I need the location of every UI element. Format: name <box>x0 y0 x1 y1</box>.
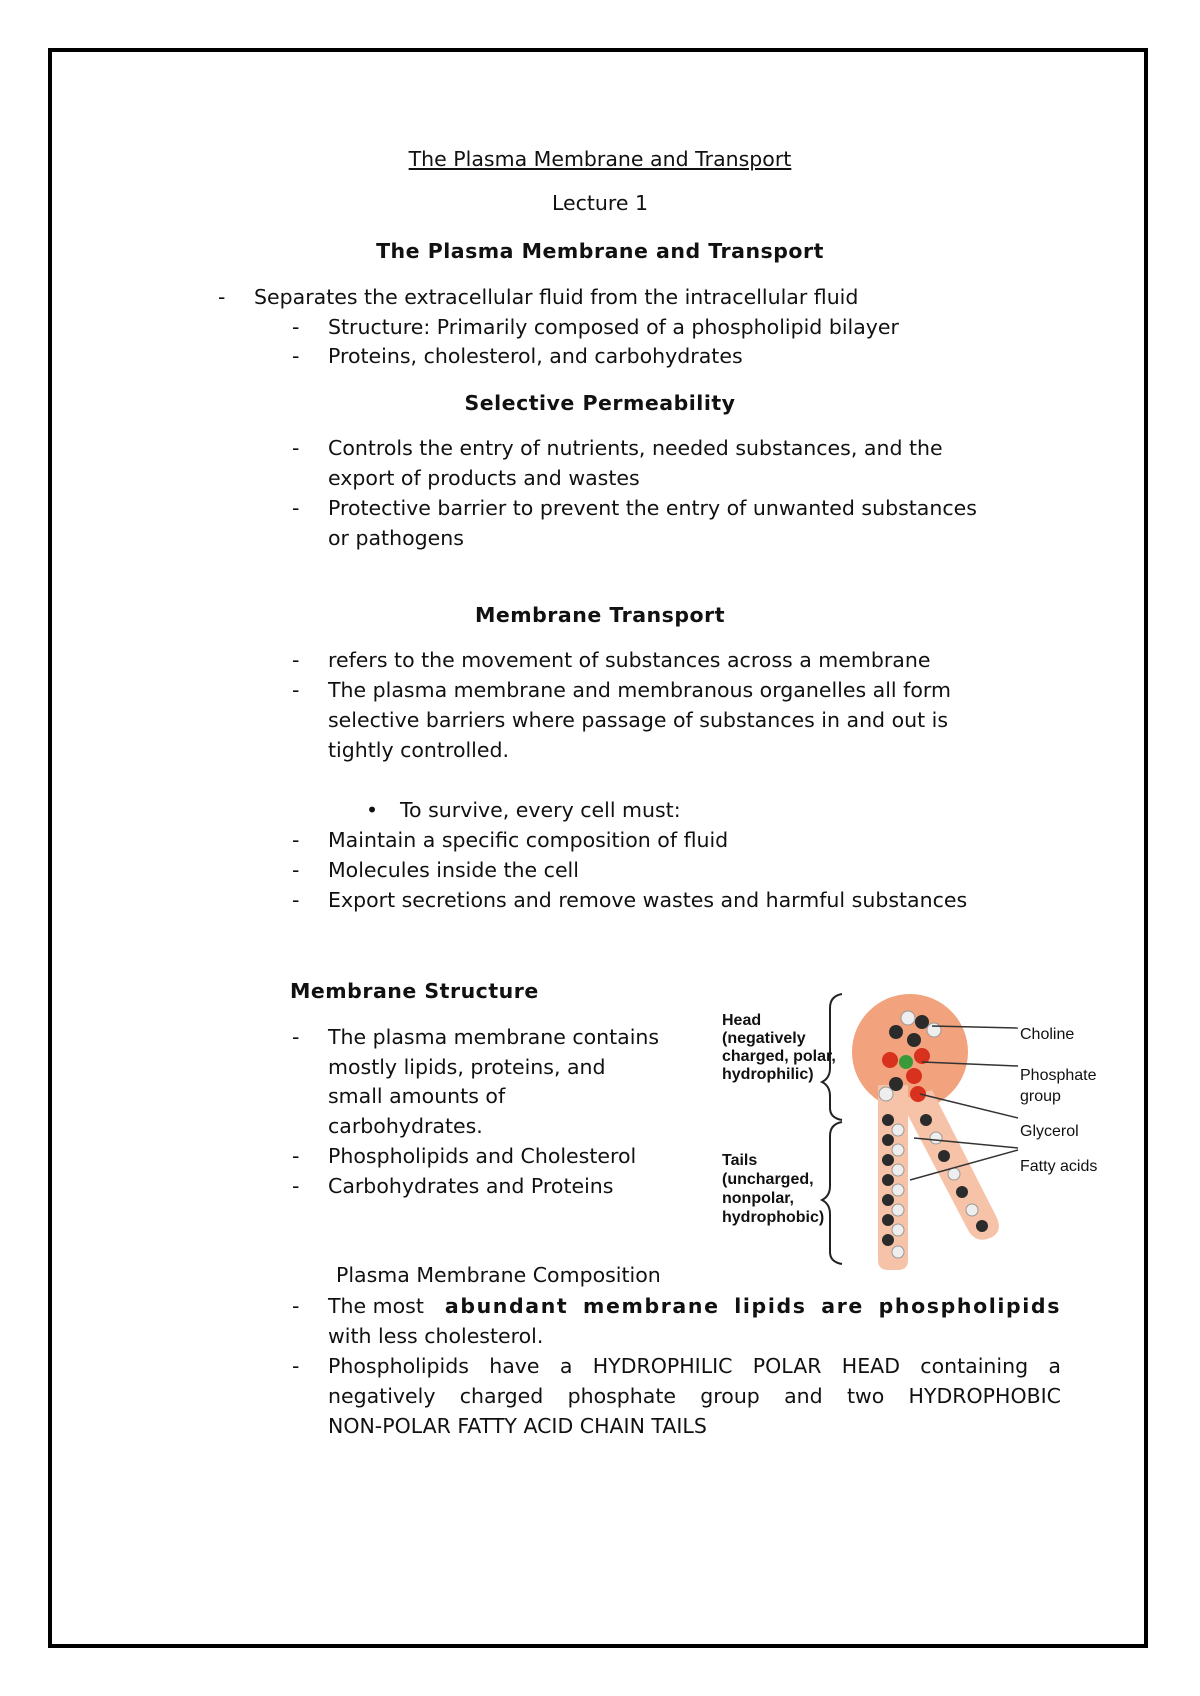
survive-item: Export secretions and remove wastes and harmful substances <box>328 888 968 912</box>
transport-item: The plasma membrane and membranous organelles all form <box>328 678 951 702</box>
composition-line: negatively charged phosphate group and two HYDROPHOBIC <box>328 1384 1061 1408</box>
tails-label: Tails <box>722 1152 758 1169</box>
fatty-acids-label: Fatty acids <box>1020 1158 1098 1175</box>
composition-line: Phospholipids have a HYDROPHILIC POLAR HEAD containing a <box>328 1354 1061 1378</box>
dash-marker: - <box>292 648 300 672</box>
doc-subtitle: Lecture 1 <box>551 191 649 215</box>
transport-item: selective barriers where passage of substances in and out is <box>328 708 949 732</box>
structure-item: small amounts of <box>328 1084 506 1108</box>
dash-marker: - <box>292 315 300 339</box>
dash-marker: - <box>292 1174 300 1198</box>
head-label: (negatively <box>722 1030 806 1047</box>
dash-marker: - <box>292 436 300 460</box>
bullet-marker: • <box>366 798 379 822</box>
head-label: hydrophilic) <box>722 1066 814 1083</box>
dash-marker: - <box>292 888 300 912</box>
intro-sub-item: Structure: Primarily composed of a phospholipid bilayer <box>328 315 899 339</box>
tail-bent <box>900 1090 999 1240</box>
glycerol-label: Glycerol <box>1020 1123 1079 1140</box>
section-heading-transport: Membrane Transport <box>474 603 726 627</box>
selective-item: Protective barrier to prevent the entry of unwanted substances <box>328 496 977 520</box>
composition-line <box>328 1291 1061 1321</box>
tails-label: nonpolar, <box>722 1190 794 1207</box>
intro-sub-item: Proteins, cholesterol, and carbohydrates <box>328 344 743 368</box>
tails-brace <box>822 1122 842 1264</box>
dash-marker: - <box>292 1025 300 1049</box>
dash-marker: - <box>292 678 300 702</box>
dash-marker: - <box>292 828 300 852</box>
dash-marker: - <box>292 1144 300 1168</box>
survive-bullet: To survive, every cell must: <box>400 798 681 822</box>
selective-item: export of products and wastes <box>328 466 640 490</box>
dash-marker: - <box>218 285 226 309</box>
main-heading: The Plasma Membrane and Transport <box>376 239 824 263</box>
head-label: charged, polar, <box>722 1048 836 1065</box>
structure-item: Phospholipids and Cholesterol <box>328 1144 637 1168</box>
dash-marker: - <box>292 344 300 368</box>
doc-title: The Plasma Membrane and Transport <box>408 147 792 171</box>
structure-item: mostly lipids, proteins, and <box>328 1055 606 1079</box>
survive-item: Maintain a specific composition of fluid <box>328 828 729 852</box>
survive-item: Molecules inside the cell <box>328 858 579 882</box>
intro-bullet: Separates the extracellular fluid from the intracellular fluid <box>254 285 859 309</box>
choline-label: Choline <box>1020 1026 1075 1043</box>
selective-item: Controls the entry of nutrients, needed substances, and the <box>328 436 943 460</box>
structure-item: carbohydrates. <box>328 1114 483 1138</box>
phosphate-label: Phosphate <box>1020 1067 1097 1084</box>
structure-item: Carbohydrates and Proteins <box>328 1174 614 1198</box>
composition-line: NON-POLAR FATTY ACID CHAIN TAILS <box>328 1414 707 1438</box>
dash-marker: - <box>292 1354 300 1378</box>
section-heading-structure: Membrane Structure <box>290 979 539 1003</box>
dash-marker: - <box>292 496 300 520</box>
composition-line: with less cholesterol. <box>328 1324 544 1348</box>
head-label: Head <box>722 1012 762 1029</box>
dash-marker: - <box>292 1294 300 1318</box>
phosphate-label: group <box>1020 1088 1061 1105</box>
tails-label: (uncharged, <box>722 1171 814 1188</box>
tails-label: hydrophobic) <box>722 1209 825 1226</box>
structure-item: The plasma membrane contains <box>328 1025 660 1049</box>
dash-marker: - <box>292 858 300 882</box>
transport-item: refers to the movement of substances across a membrane <box>328 648 931 672</box>
composition-text: The most <box>328 1294 424 1318</box>
selective-item: or pathogens <box>328 526 464 550</box>
composition-heading: Plasma Membrane Composition <box>336 1263 661 1287</box>
transport-item: tightly controlled. <box>328 738 510 762</box>
composition-bold: abundant membrane lipids are phospholipids <box>444 1294 1061 1318</box>
section-heading-selective: Selective Permeability <box>464 391 736 415</box>
